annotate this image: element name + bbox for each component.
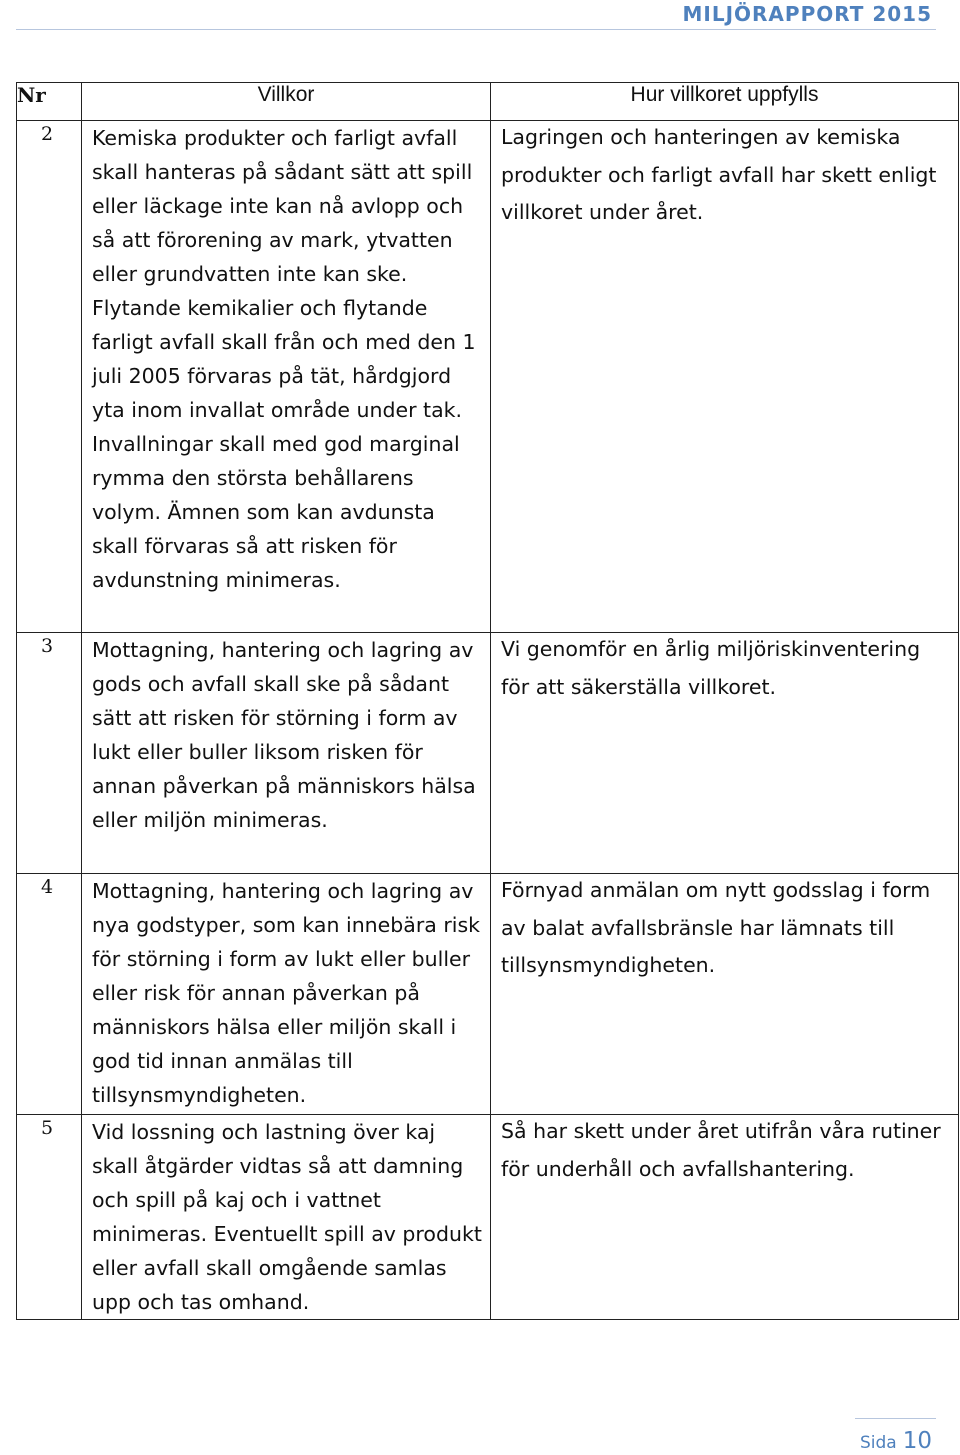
- condition-cell: [82, 1115, 491, 1320]
- page-number: 10: [902, 1428, 932, 1454]
- header-divider: [16, 29, 936, 30]
- fulfillment-cell: [491, 633, 959, 874]
- condition-text: Mottagning, hantering och lagring av nya godstyper, som kan innebära risk för störning i form av lukt eller buller eller risk för annan påverkan på människors hälsa eller miljön skall i god tid innan anmälas till tillsynsmyndigheten.: [92, 879, 481, 1107]
- table-header-row: [17, 83, 959, 121]
- condition-cell: [82, 121, 491, 633]
- column-header-fulfillment: Hur villkoret uppfylls: [491, 83, 959, 121]
- fulfillment-text: Vi genomför en årlig miljöriskinventering för att säkerställa villkoret.: [501, 637, 921, 699]
- table-row: [17, 874, 959, 1115]
- report-title: MILJÖRAPPORT 2015: [682, 2, 932, 26]
- column-header-nr: Nr: [17, 83, 82, 121]
- fulfillment-cell: [491, 121, 959, 633]
- row-number: 4: [17, 874, 82, 1115]
- conditions-table: [16, 82, 959, 1320]
- condition-cell: [82, 874, 491, 1115]
- fulfillment-text: Förnyad anmälan om nytt godsslag i form av balat avfallsbränsle har lämnats till tillsynsmyndigheten.: [501, 878, 931, 977]
- table-row: [17, 633, 959, 874]
- page-footer: [860, 1428, 932, 1454]
- page-label: Sida: [859, 1433, 897, 1453]
- column-header-condition: Villkor: [82, 83, 491, 121]
- row-number: 5: [17, 1115, 82, 1320]
- condition-text: Kemiska produkter och farligt avfall skall hanteras på sådant sätt att spill eller läckage inte kan nå avlopp och så att förorening av mark, ytvatten eller grundvatten inte kan ske. Flytande kemikalier och flytande farligt avfall skall från och med den 1 juli 2005 förvaras på tät, hårdgjord yta inom invallat område under tak. Invallningar skall med god marginal rymma den största behållarens volym. Ämnen som kan avdunsta skall förvaras så att risken för avdunstning minimeras.: [92, 126, 476, 592]
- fulfillment-text: Så har skett under året utifrån våra rutiner för underhåll och avfallshantering.: [501, 1119, 941, 1181]
- fulfillment-cell: [491, 1115, 959, 1320]
- condition-cell: [82, 633, 491, 874]
- condition-text: Vid lossning och lastning över kaj skall åtgärder vidtas så att damning och spill på kaj och i vattnet minimeras. Eventuellt spill av produkt eller avfall skall omgående samlas upp och tas omhand.: [92, 1120, 482, 1314]
- fulfillment-text: Lagringen och hanteringen av kemiska produkter och farligt avfall har skett enligt villkoret under året.: [501, 125, 937, 224]
- row-number: 3: [17, 633, 82, 874]
- row-number: 2: [17, 121, 82, 633]
- table-row: [17, 1115, 959, 1320]
- fulfillment-cell: [491, 874, 959, 1115]
- condition-text: Mottagning, hantering och lagring av gods och avfall skall ske på sådant sätt att risken för störning i form av lukt eller buller liksom risken för annan påverkan på människors hälsa eller miljön minimeras.: [92, 638, 476, 832]
- table-row: [17, 121, 959, 633]
- footer-divider: [855, 1418, 936, 1419]
